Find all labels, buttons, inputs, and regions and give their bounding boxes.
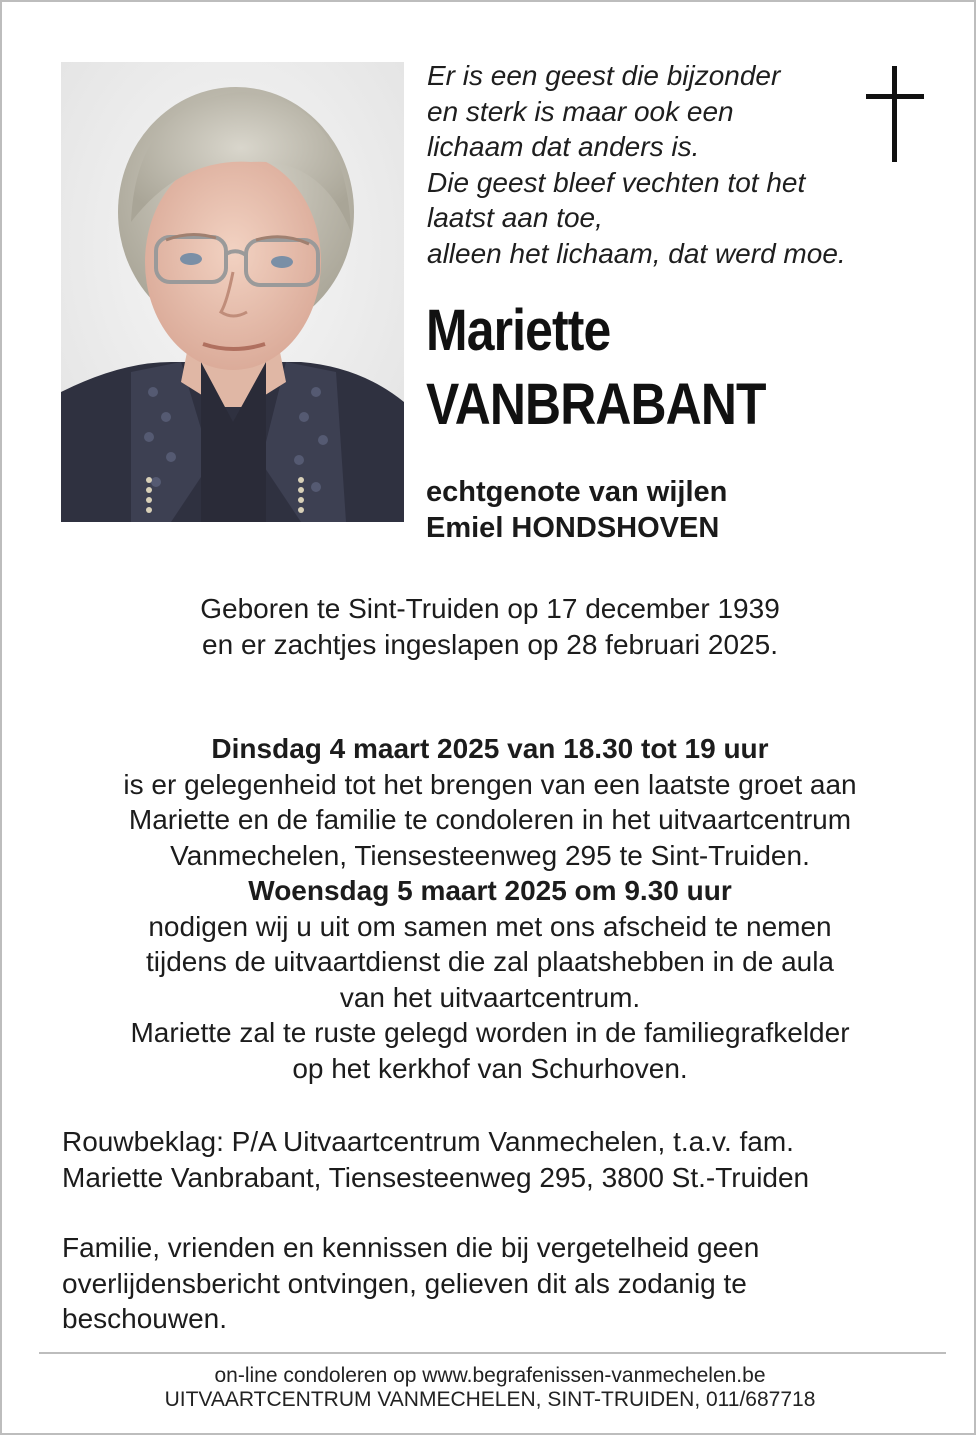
notice-line: overlijdensbericht ontvingen, gelieven dit als zodanig te [62,1267,747,1299]
condolence-address [62,1124,809,1195]
deceased-name [426,294,766,442]
visitation-date: Dinsdag 4 maart 2025 van 18.30 tot 19 uur [211,733,769,764]
portrait-illustration [61,62,404,522]
spouse-line: echtgenote van wijlen [426,476,728,508]
footer-divider [39,1352,946,1354]
poem-line: Die geest bleef vechten tot het [427,166,806,198]
visitation-text: is er gelegenheid tot het brengen van een laatste groet aan [123,768,857,800]
poem-line: lichaam dat anders is. [427,131,700,162]
visitation-text: Mariette en de familie te condoleren in het uitvaartcentrum [128,804,852,835]
poem-line: laatst aan toe, [427,202,603,233]
poem-line: Er is een geest die bijzonder [427,60,781,91]
spouse-info [426,474,727,546]
address-line: Mariette Vanbrabant, Tiensesteenweg 295, 3800 St.-Truiden [62,1161,810,1193]
funeral-text: op het kerkhof van Schurhoven. [292,1052,688,1084]
funeral-text: nodigen wij u uit om samen met ons afscheid te nemen [148,910,832,942]
online-condolence-link[interactable]: on-line condoleren op www.begrafenissen-vanmechelen.be [214,1364,766,1387]
poem-line: alleen het lichaam, dat werd moe. [427,237,846,269]
death-line: en er zachtjes ingeslapen op 28 februari 2025. [202,628,778,660]
notice-line: beschouwen. [62,1303,228,1334]
funeral-date: Woensdag 5 maart 2025 om 9.30 uur [248,875,732,906]
ceremony-schedule [2,731,978,1086]
funeral-text: tijdens de uitvaartdienst die zal plaatshebben in de aula [145,946,835,977]
birth-death-info [2,591,978,662]
poem [427,58,846,271]
notice-line: Familie, vrienden en kennissen die bij vergetelheid geen [62,1232,760,1263]
spouse-name: Emiel HONDSHOVEN [426,512,720,544]
funeral-text: van het uitvaartcentrum. [339,981,641,1013]
birth-line: Geboren te Sint-Truiden op 17 december 1939 [200,593,780,624]
poem-line: en sterk is maar ook een [427,95,734,127]
cross-icon [866,66,924,162]
funeral-home-contact: UITVAARTCENTRUM VANMECHELEN, SINT-TRUIDEN, 011/687718 [164,1388,816,1411]
last-name: VANBRABANT [426,372,766,437]
address-line: Rouwbeklag: P/A Uitvaartcentrum Vanmechelen, t.a.v. fam. [62,1126,794,1157]
family-notice [62,1230,759,1337]
visitation-text: Vanmechelen, Tiensesteenweg 295 te Sint-Truiden. [170,839,810,871]
footer [2,1364,978,1412]
funeral-text: Mariette zal te ruste gelegd worden in de familiegrafkelder [130,1017,850,1048]
first-name: Mariette [426,298,611,363]
portrait-photo [61,62,404,522]
